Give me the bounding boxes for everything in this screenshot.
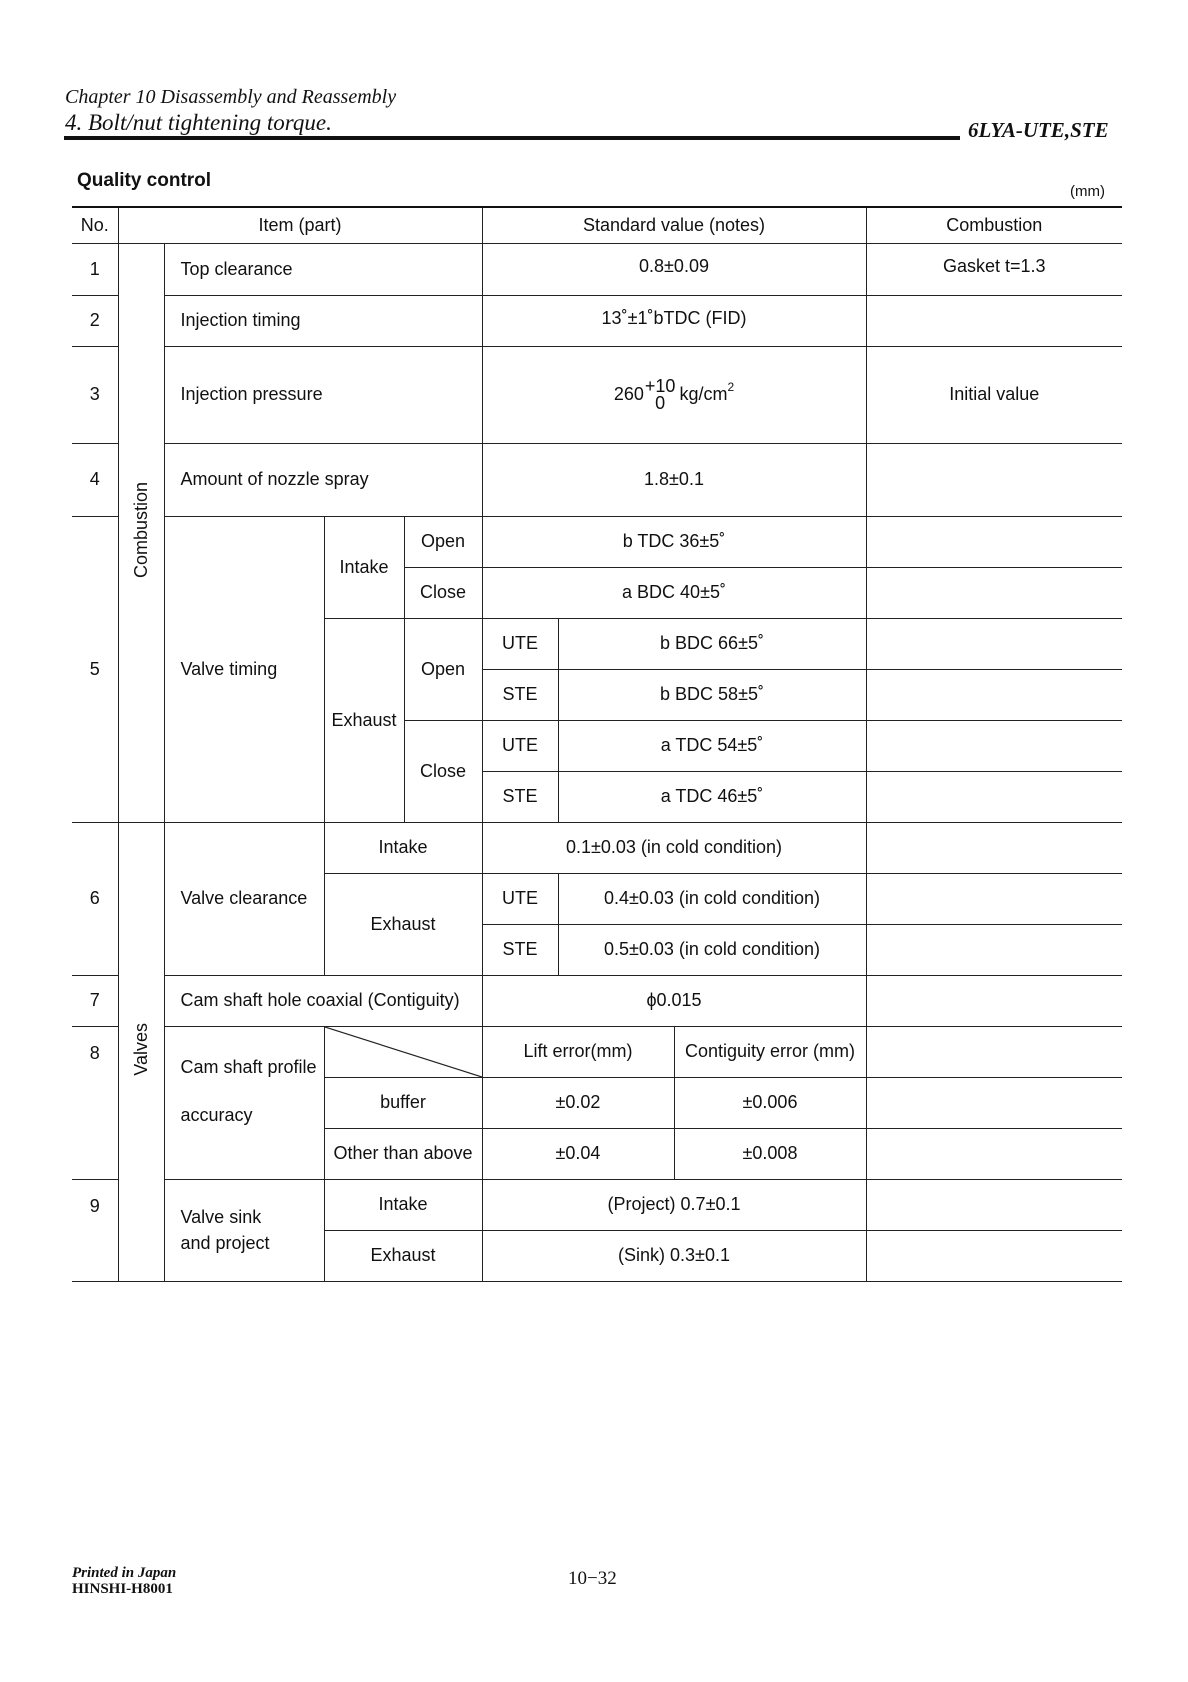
table-header-row [72,207,1122,243]
label-exhaust: Exhaust [324,618,404,822]
value-exhaust-close-ste: a TDC 46±5˚ [558,771,866,822]
row-number: 4 [72,443,118,516]
header-item: Item (part) [118,207,482,243]
row-number: 2 [72,295,118,346]
value-other-contiguity: ±0.008 [674,1128,866,1179]
note-empty [866,1128,1122,1179]
item-valve-timing: Valve timing [164,516,324,822]
row-number: 6 [72,822,118,975]
table-row [72,443,1122,516]
item-valve-clearance: Valve clearance [164,822,324,975]
table-row [72,346,1122,443]
header-contiguity-error: Contiguity error (mm) [674,1026,866,1077]
quality-control-table [72,206,1122,1282]
note-empty [866,1179,1122,1230]
note-empty [866,924,1122,975]
value-clearance-ute: 0.4±0.03 (in cold condition) [558,873,866,924]
unit-label: (mm) [1070,183,1105,200]
document-code: HINSHI-H8001 [72,1581,173,1597]
note-empty [866,1077,1122,1128]
value-clearance-ste: 0.5±0.03 (in cold condition) [558,924,866,975]
item-valve-sink-line1: Valve sink [180,1207,262,1227]
note-initial-value: Initial value [866,346,1122,443]
pressure-tolerance [644,375,676,413]
item-valve-sink-line2: and project [180,1233,270,1253]
label-other-than-above: Other than above [324,1128,482,1179]
group-label-combustion: Combustion [130,481,151,579]
value-nozzle-spray: 1.8±0.1 [482,443,866,516]
table-row [72,295,1122,346]
label-ste: STE [482,924,558,975]
note-empty [866,669,1122,720]
label-buffer: buffer [324,1077,482,1128]
value-buffer-lift: ±0.02 [482,1077,674,1128]
pressure-unit: kg/cm [679,383,728,404]
label-exhaust: Exhaust [324,1230,482,1281]
note-empty [866,516,1122,567]
item-cam-profile-line1: Cam shaft profile [180,1056,317,1077]
value-top-clearance: 0.8±0.09 [482,243,866,295]
pressure-tol-plus: +10 [644,375,676,396]
item-injection-timing: Injection timing [164,295,482,346]
item-cam-shaft-hole: Cam shaft hole coaxial (Contiguity) [164,975,482,1026]
note-empty [866,1230,1122,1281]
label-ute: UTE [482,720,558,771]
note-empty [866,1026,1122,1077]
value-intake-close: a BDC 40±5˚ [482,567,866,618]
value-cam-shaft-hole: ϕ0.015 [482,975,866,1026]
page-number: 10−32 [568,1568,617,1589]
value-buffer-contiguity: ±0.006 [674,1077,866,1128]
note-empty [866,822,1122,873]
printed-in-japan: Printed in Japan [72,1565,177,1581]
note-empty [866,873,1122,924]
value-exhaust-open-ute: b BDC 66±5˚ [558,618,866,669]
label-ste: STE [482,669,558,720]
header-no: No. [72,207,118,243]
label-open: Open [404,618,482,720]
note-empty [866,771,1122,822]
note-empty [866,618,1122,669]
note-empty [866,295,1122,346]
pressure-tol-minus: 0 [655,392,666,413]
item-valve-sink [164,1179,324,1281]
row-number: 3 [72,346,118,443]
value-injection-pressure [482,346,866,443]
quality-control-title: Quality control [77,170,212,191]
row-number: 1 [72,243,118,295]
value-clearance-intake: 0.1±0.03 (in cold condition) [482,822,866,873]
label-intake: Intake [324,516,404,618]
footer-print-info [72,1565,176,1597]
row-number: 8 [72,1026,118,1179]
table-row [72,822,1122,873]
pressure-unit-exponent: 2 [727,380,735,395]
label-close: Close [404,720,482,822]
note-empty [866,443,1122,516]
label-intake: Intake [324,822,482,873]
label-intake: Intake [324,1179,482,1230]
note-empty [866,567,1122,618]
note-gasket: Gasket t=1.3 [866,243,1122,295]
section-title: 4. Bolt/nut tightening torque. [65,110,332,135]
group-combustion [118,243,164,822]
header-standard-value: Standard value (notes) [482,207,866,243]
item-cam-profile-line2: accuracy [180,1104,253,1125]
value-exhaust-close-ute: a TDC 54±5˚ [558,720,866,771]
value-sink: (Sink) 0.3±0.1 [482,1230,866,1281]
item-nozzle-spray: Amount of nozzle spray [164,443,482,516]
table-row [72,975,1122,1026]
chapter-title: Chapter 10 Disassembly and Reassembly [65,86,397,108]
value-intake-open: b TDC 36±5˚ [482,516,866,567]
group-label-valves: Valves [130,1022,151,1076]
label-ste: STE [482,771,558,822]
row-number: 5 [72,516,118,822]
pressure-base: 260 [613,383,644,404]
note-empty [866,720,1122,771]
header-lift-error: Lift error(mm) [482,1026,674,1077]
model-label: 6LYA-UTE,STE [968,118,1109,142]
header-combustion: Combustion [866,207,1122,243]
header-rule [64,136,960,140]
diagonal-cell [324,1026,482,1077]
label-exhaust: Exhaust [324,873,482,975]
label-close: Close [404,567,482,618]
table-row [72,243,1122,295]
row-number: 7 [72,975,118,1026]
label-open: Open [404,516,482,567]
item-cam-shaft-profile [164,1026,324,1179]
item-top-clearance: Top clearance [164,243,482,295]
item-injection-pressure: Injection pressure [164,346,482,443]
note-empty [866,975,1122,1026]
label-ute: UTE [482,618,558,669]
table-row [72,1179,1122,1230]
value-injection-timing: 13˚±1˚bTDC (FID) [482,295,866,346]
value-exhaust-open-ste: b BDC 58±5˚ [558,669,866,720]
label-ute: UTE [482,873,558,924]
value-project: (Project) 0.7±0.1 [482,1179,866,1230]
table-row [72,516,1122,567]
diagonal-line [325,1027,482,1077]
row-number: 9 [72,1179,118,1281]
table-row [72,1026,1122,1077]
value-other-lift: ±0.04 [482,1128,674,1179]
group-valves [118,822,164,1281]
